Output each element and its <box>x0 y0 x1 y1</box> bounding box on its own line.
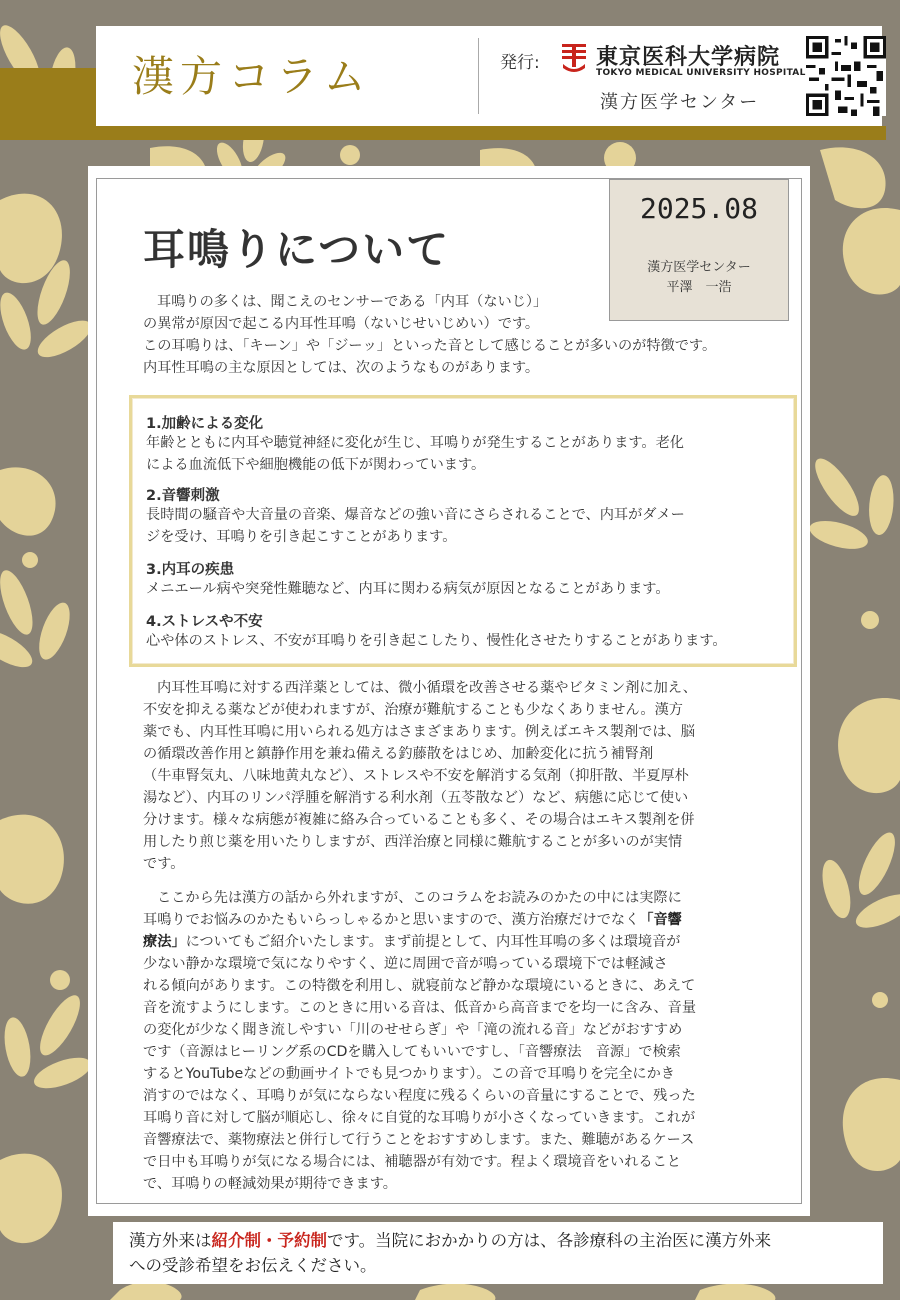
text-line: 消すのではなく、耳鳴りが気にならない程度に残るくらいの音量にすることで、残った <box>143 1088 696 1104</box>
cause-heading: 3.内耳の疾患 <box>146 562 235 578</box>
sound-therapy-emphasis: 「音響 <box>639 912 682 928</box>
publisher-label: 発行: <box>500 53 540 73</box>
hospital-name-en: TOKYO MEDICAL UNIVERSITY HOSPITAL <box>596 68 806 78</box>
header-underline-bar <box>96 126 886 140</box>
text-line: 湯など）、内耳のリンパ浮腫を解消する利水剤（五苓散など）など、病態に応じて使い <box>143 790 689 806</box>
text-line: 音を流すようにします。このときに用いる音は、低音から高音までを均一に含み、音量 <box>143 1000 697 1016</box>
text-line: の異常が原因で起こる内耳性耳鳴（ないじせいじめい）です。 <box>143 316 540 332</box>
text-line: 分けます。様々な病態が複雑に絡み合っていることも多く、その場合はエキス製剤を併 <box>143 812 695 828</box>
text-line: この耳鳴りは、「キーン」や「ジーッ」といった音として感じることが多いのが特徴です。 <box>143 338 717 354</box>
text-line: するとYouTubeなどの動画サイトでも見つかります）。この音で耳鳴りを完全にかき <box>143 1066 675 1082</box>
text-line: 少ない静かな環境で気になりやすく、逆に周囲で音が鳴っている環境下では軽減さ <box>143 956 668 972</box>
sound-therapy-paragraph <box>143 887 803 1195</box>
text-line: ここから先は漢方の話から外れますが、このコラムをお読みのかたの中には実際に <box>157 890 682 906</box>
author-affiliation: 漢方医学センター <box>647 260 751 275</box>
text-line: 薬でも、内耳性耳鳴に用いられる処方はさまざまあります。例えばエキス製剤では、脳 <box>143 724 695 740</box>
hospital-name: 東京医科大学病院 <box>596 45 781 70</box>
qr-code-icon[interactable] <box>806 36 886 116</box>
text-line: です。 <box>143 856 185 872</box>
text-line: 音響療法で、薬物療法と併行して行うことをおすすめします。また、難聴があるケース <box>143 1132 695 1148</box>
text-line: 内耳性耳鳴の主な原因としては、次のようなものがあります。 <box>143 360 540 376</box>
header-divider <box>478 38 479 114</box>
text-line: 用したり煎じ薬を用いたりしますが、西洋治療と同様に難航することが多いのが実情 <box>143 834 683 850</box>
text-line: 耳鳴りの多くは、聞こえのセンサーである「内耳（ないじ）」 <box>157 294 548 310</box>
intro-paragraph <box>143 291 803 379</box>
text-line: （牛車腎気丸、八味地黄丸など）、ストレスや不安を解消する気剤（抑肝散、半夏厚朴 <box>143 768 689 784</box>
sound-therapy-emphasis: 療法」 <box>143 934 186 950</box>
article-title: 耳鳴りについて <box>143 225 451 274</box>
text-line: 耳鳴りでお悩みのかたもいらっしゃるかと思いますので、漢方治療だけでなく「音響 <box>143 912 682 928</box>
cause-description: 長時間の騒音や大音量の音楽、爆音などの強い音にさらされることで、内耳がダメー ジを受け、耳鳴りを引き起こすことがあります。 <box>146 507 685 545</box>
text-line: で日中も耳鳴りが気になる場合には、補聴器が有効です。程よく環境音をいれること <box>143 1154 681 1170</box>
text-line: の変化が少なく聞き流しやすい「川のせせらぎ」や「滝の流れる音」などがおすすめ <box>143 1022 683 1038</box>
column-title: 漢方コラム <box>132 52 372 101</box>
text-line: で、耳鳴りの軽減効果が期待できます。 <box>143 1176 397 1192</box>
issue-date: 2025.08 <box>639 192 758 225</box>
header <box>96 26 882 126</box>
cause-description: メニエール病や突発性難聴など、内耳に関わる病気が原因となることがあります。 <box>146 581 670 597</box>
text-line: 内耳性耳鳴に対する西洋薬としては、微小循環を改善させる薬やビタミン剤に加え、 <box>157 680 697 696</box>
text-line: 療法」についてもご紹介いたします。まず前提として、内耳性耳鳴の多くは環境音が <box>143 934 681 950</box>
center-name: 漢方医学センター <box>600 92 760 113</box>
article-card <box>88 166 810 1216</box>
hospital-logo-icon <box>560 42 588 74</box>
text-line: れる傾向があります。この特徴を利用し、就寝前など静かな環境にいるときに、あえて <box>143 978 696 994</box>
referral-emphasis: 紹介制・予約制 <box>211 1231 327 1250</box>
header-accent-bar <box>0 68 96 140</box>
cause-heading: 2.音響刺激 <box>146 488 220 504</box>
author-name: 平澤 一浩 <box>666 280 732 295</box>
cause-heading: 4.ストレスや不安 <box>146 614 263 630</box>
causes-box <box>129 395 797 667</box>
cause-heading: 1.加齢による変化 <box>146 416 264 432</box>
cause-description: 年齢とともに内耳や聴覚神経に変化が生じ、耳鳴りが発生することがあります。老化 による血流低下や細胞機能の低下が関わっています。 <box>146 435 684 473</box>
text-line: の循環改善作用と鎮静作用を兼ね備える釣藤散をはじめ、加齢変化に抗う補腎剤 <box>143 746 654 762</box>
footer-text: 漢方外来は紹介制・予約制です。当院におかかりの方は、各診療科の主治医に漢方外来 への受診希望をお伝えください。 <box>129 1231 772 1275</box>
footer-note <box>113 1222 883 1284</box>
cause-description: 心や体のストレス、不安が耳鳴りを引き起こしたり、慢性化させたりすることがあります。 <box>146 633 727 649</box>
article-frame <box>96 178 802 1204</box>
text-line: 耳鳴り音に対して脳が順応し、徐々に自覚的な耳鳴りが小さくなっていきます。これが <box>143 1110 696 1126</box>
text-line: です（音源はヒーリング系のCDを購入してもいいですし、「音響療法 音源」で検索 <box>143 1044 681 1060</box>
text-line: 不安を抑える薬などが使われますが、治療が難航することも少なくありません。漢方 <box>143 702 683 718</box>
treatment-paragraph <box>143 677 803 875</box>
